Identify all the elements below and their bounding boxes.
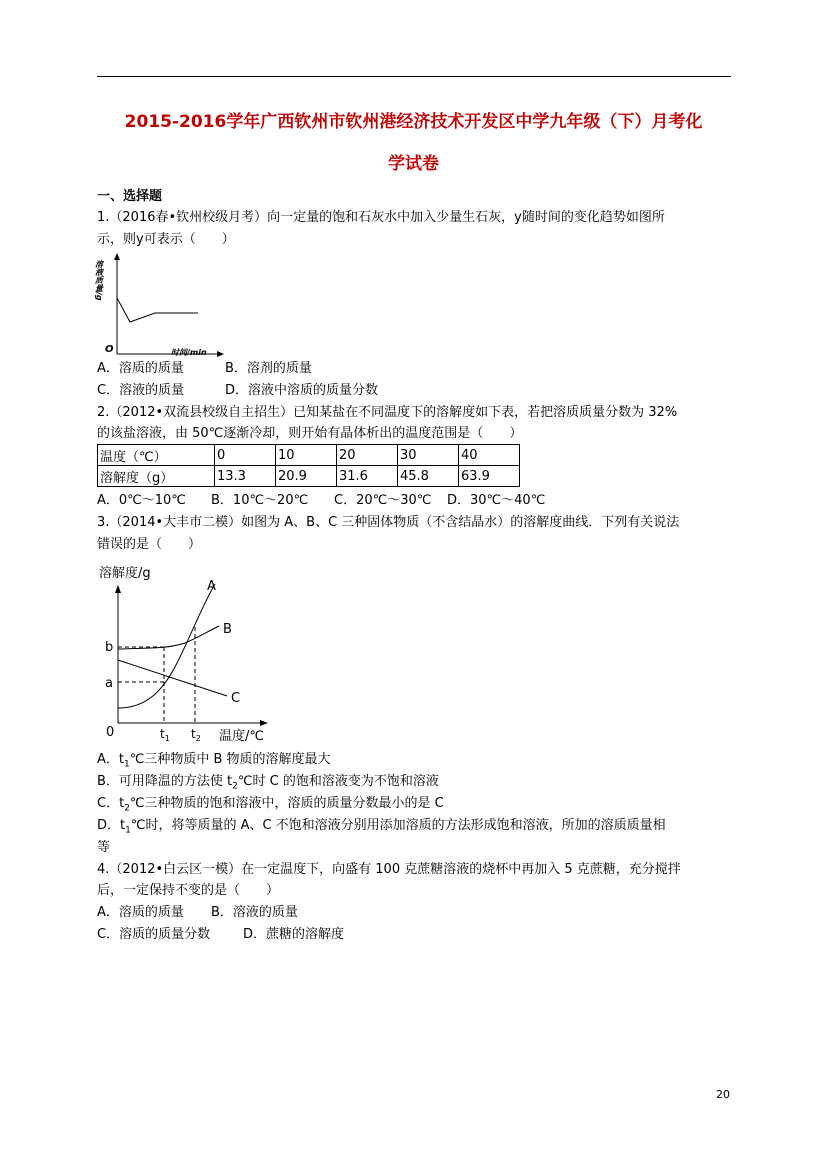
page-number: 20 [716,1088,730,1101]
q3-option-a-sub: 1 [124,759,130,770]
q1-option-row1 [97,361,312,377]
q1-curve [117,298,198,322]
q2-option-b[interactable]: B．10℃～20℃ [211,493,309,508]
q3-y-label: 溶解度/g [99,566,151,581]
q2-stem-line2: 的该盐溶液，由 50℃逐渐冷却，则开始有晶体析出的温度范围是（ ） [97,426,523,441]
q3-option-d-rest: ℃时，将等质量的 A、C 不饱和溶液分别用添加溶质的方法形成饱和溶液，所加的溶质质量相 [130,818,666,833]
paper-title-line1: 2015-2016学年广西钦州市钦州港经济技术开发区中学九年级（下）月考化 [124,112,703,132]
table-cell: 10 [276,445,337,466]
q3-figure [97,560,277,746]
q3-option-a-prefix: A．t [97,752,124,767]
header-rule [97,76,731,77]
section-heading: 一、选择题 [97,189,163,204]
table-cell: 13.3 [215,466,276,487]
table-row [98,466,520,487]
table-cell: 31.6 [337,466,398,487]
q3-stem-line1: 3.（2014•大丰市二模）如图为 A、B、C 三种固体物质（不含结晶水）的溶解度曲线．下列有关说法 [97,515,680,530]
q4-option-b[interactable]: B．溶液的质量 [211,905,298,920]
q4-option-row2 [97,927,345,943]
q3-stem-line2: 错误的是（ ） [97,537,202,552]
q3-x-mark-t2: $t_2$ [191,727,201,743]
q4-stem-line1: 4.（2012•白云区一模）在一定温度下，向盛有 100 克蔗糖溶液的烧杯中再加入 5 克蔗糖，充分搅拌 [97,862,681,877]
q2-option-c[interactable]: C．20℃～30℃ [334,493,432,508]
q1-option-c[interactable]: C．溶液的质量 [97,383,185,398]
table-cell: 45.8 [398,466,459,487]
q3-x-mark-t2-sub: 2 [195,734,201,743]
q3-option-d-prefix: D．t [97,818,126,833]
q3-option-c[interactable] [97,796,444,817]
table-cell: 30 [398,445,459,466]
q1-figure [94,252,227,360]
q3-curve-b [118,626,219,649]
q1-x-label: 时间/min [171,348,207,357]
q4-option-d[interactable]: D．蔗糖的溶解度 [243,927,345,942]
table-row [98,445,520,466]
table-cell: 40 [459,445,520,466]
q4-stem-line2: 后，一定保持不变的是（ ） [97,883,280,898]
q3-y-mark-b: b [105,640,114,655]
q2-option-d[interactable]: D．30℃～40℃ [447,493,546,508]
q3-option-b-rest: ℃时 C 的饱和溶液变为不饱和溶液 [237,774,439,789]
table-cell: 温度（℃） [98,445,215,466]
q2-option-row [97,493,546,509]
q3-option-d[interactable] [97,818,666,839]
table-cell: 20.9 [276,466,337,487]
q1-option-b[interactable]: B．溶剂的质量 [225,361,312,376]
q1-option-row2 [97,383,379,399]
q2-stem-line1: 2.（2012•双流县校级自主招生）已知某盐在不同温度下的溶解度如下表，若把溶质质量分数为 32% [97,405,678,420]
q3-option-b-prefix: B．可用降温的方法使 t [97,774,233,789]
q3-option-c-rest: ℃三种物质的饱和溶液中，溶质的质量分数最小的是 C [129,796,444,811]
q4-option-row1 [97,905,298,921]
table-cell: 溶解度（g） [98,466,215,487]
table-cell: 0 [215,445,276,466]
q1-origin-label: O [105,344,114,355]
q3-option-a[interactable] [97,752,331,773]
q3-y-mark-a: a [105,676,113,691]
q3-curve-c [118,660,227,696]
q1-option-d[interactable]: D．溶液中溶质的质量分数 [225,383,379,398]
q3-origin-label: 0 [106,725,115,740]
table-cell: 20 [337,445,398,466]
q3-option-b[interactable] [97,774,439,795]
q3-curve-a [118,584,215,708]
q3-y-arrow [115,585,121,593]
q3-x-mark-t1: $t_1$ [160,727,170,743]
q3-option-c-prefix: C．t [97,796,125,811]
q1-y-label: 溶液质量/g [94,260,104,301]
q3-option-c-sub: 2 [124,803,130,814]
q2-option-a[interactable]: A．0℃～10℃ [97,493,186,508]
q1-x-arrow [217,351,224,357]
paper-title-line2: 学试卷 [388,154,439,174]
table-cell: 63.9 [459,466,520,487]
q4-option-c[interactable]: C．溶质的质量分数 [97,927,211,942]
q3-curve-label-b: B [223,622,232,637]
q3-option-a-rest: ℃三种物质中 B 物质的溶解度最大 [129,752,331,767]
q3-x-mark-t1-sub: 1 [164,734,170,743]
q3-option-d-sub: 1 [125,825,131,836]
q1-y-arrow [114,253,120,260]
solubility-table [97,444,520,487]
q3-option-b-sub: 2 [232,781,238,792]
q3-option-d-line2: 等 [97,840,111,855]
q1-stem-line1: 1.（2016春•钦州校级月考）向一定量的饱和石灰水中加入少量生石灰，y随时间的变化趋势如图所 [97,210,665,225]
q3-curve-label-a: A [207,579,216,594]
q1-option-a[interactable]: A．溶质的质量 [97,361,184,376]
q1-stem-line2: 示，则y可表示（ ） [97,232,235,247]
q3-x-label: 温度/℃ [219,729,264,744]
q4-option-a[interactable]: A．溶质的质量 [97,905,184,920]
q3-curve-label-c: C [231,691,241,706]
q3-x-arrow [260,720,268,726]
